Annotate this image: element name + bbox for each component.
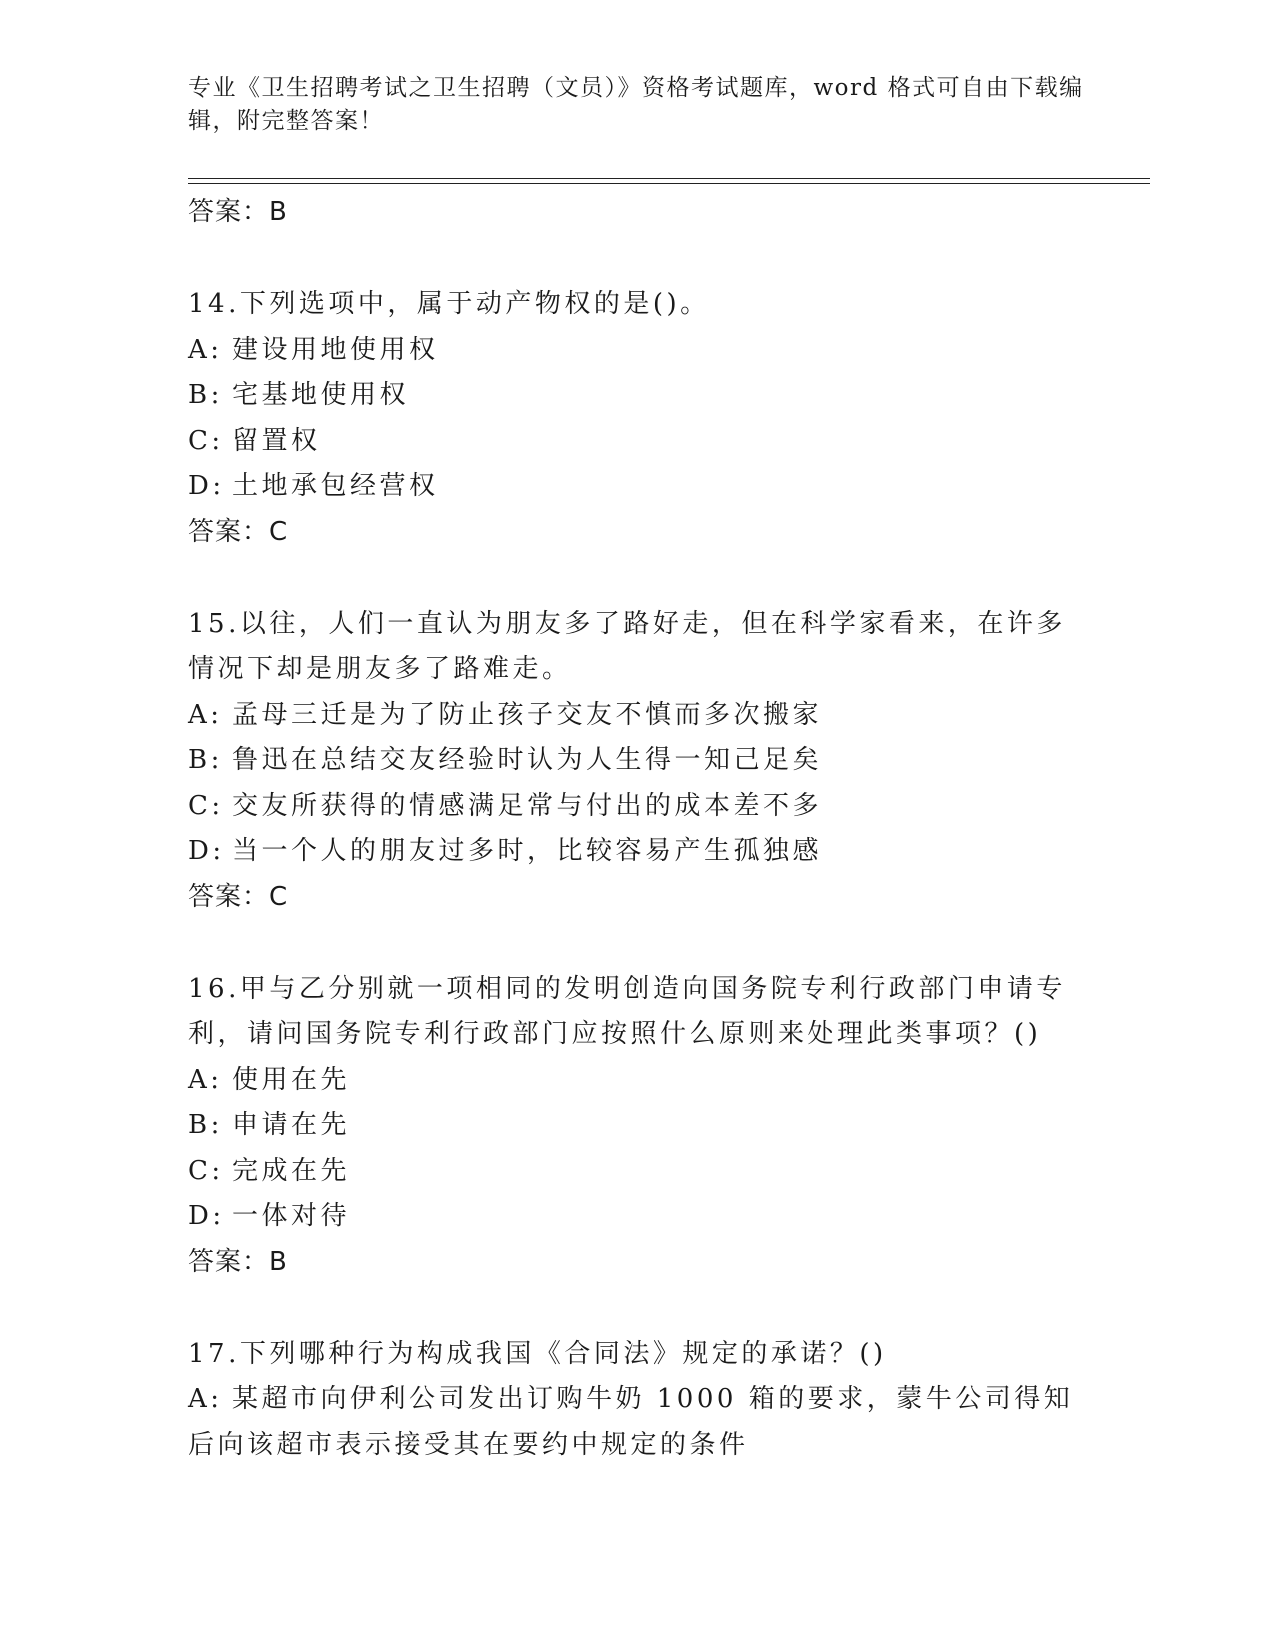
header-divider-bottom (188, 183, 1150, 184)
option-letter: A: (188, 334, 223, 365)
document-body (188, 190, 1088, 1468)
answer-line: 答案：B (188, 1246, 288, 1277)
option-d (188, 1194, 1088, 1240)
option-letter: D: (188, 1201, 225, 1231)
question-text: 14.下列选项中，属于动产物权的是()。 (188, 289, 710, 319)
option-a (188, 1058, 1088, 1104)
question-text: 17.下列哪种行为构成我国《合同法》规定的承诺？() (188, 1338, 887, 1369)
answer-line: 答案：B (188, 197, 288, 227)
option-text: 申请在先 (232, 1110, 351, 1140)
option-text: 交友所获得的情感满足常与付出的成本差不多 (232, 790, 823, 821)
option-letter: B: (188, 380, 223, 410)
document-header (188, 72, 1088, 138)
question-17 (188, 1332, 1088, 1469)
question-14 (188, 282, 1088, 554)
question-text: 15.以往，人们一直认为朋友多了路好走，但在科学家看来，在许多情况下却是朋友多了路难走。 (188, 608, 1066, 684)
option-b (188, 738, 1088, 784)
answer-line: 答案：C (188, 881, 289, 912)
option-a (188, 328, 1088, 374)
question-15 (188, 602, 1088, 919)
option-text: 宅基地使用权 (232, 380, 410, 410)
question-16 (188, 967, 1088, 1284)
question-text: 16.甲与乙分别就一项相同的发明创造向国务院专利行政部门申请专利，请问国务院专利行政部门应按照什么原则来处理此类事项？() (188, 973, 1066, 1049)
option-letter: A: (188, 1384, 223, 1414)
option-text: 土地承包经营权 (232, 471, 439, 501)
option-letter: C: (188, 790, 224, 821)
option-text: 鲁迅在总结交友经验时认为人生得一知己足矣 (232, 745, 823, 775)
option-letter: C: (188, 425, 224, 456)
option-d (188, 464, 1088, 510)
option-letter: C: (188, 1155, 224, 1186)
option-d (188, 829, 1088, 875)
option-a (188, 693, 1088, 739)
header-text: 专业《卫生招聘考试之卫生招聘（文员）》资格考试题库，word 格式可自由下载编辑，附完整答案！ (188, 75, 1084, 134)
option-text: 建设用地使用权 (232, 334, 439, 365)
option-c (188, 419, 1088, 465)
option-text: 一体对待 (232, 1201, 351, 1231)
option-letter: B: (188, 1110, 223, 1140)
option-letter: A: (188, 699, 223, 730)
option-text: 孟母三迁是为了防止孩子交友不慎而多次搬家 (232, 699, 823, 730)
option-text: 某超市向伊利公司发出订购牛奶 1000 箱的要求，蒙牛公司得知后向该超市表示接受其在要约中规定的条件 (188, 1384, 1074, 1460)
option-a (188, 1377, 1088, 1468)
option-b (188, 373, 1088, 419)
option-text: 当一个人的朋友过多时，比较容易产生孤独感 (232, 836, 823, 866)
option-c (188, 1149, 1088, 1195)
option-letter: D: (188, 836, 225, 866)
option-text: 留置权 (232, 425, 321, 456)
option-letter: B: (188, 745, 223, 775)
option-text: 完成在先 (232, 1155, 351, 1186)
option-letter: D: (188, 471, 225, 501)
option-text: 使用在先 (232, 1064, 351, 1095)
header-divider-top (188, 178, 1150, 179)
option-c (188, 784, 1088, 830)
option-b (188, 1103, 1088, 1149)
option-letter: A: (188, 1064, 223, 1095)
answer-line: 答案：C (188, 516, 289, 547)
